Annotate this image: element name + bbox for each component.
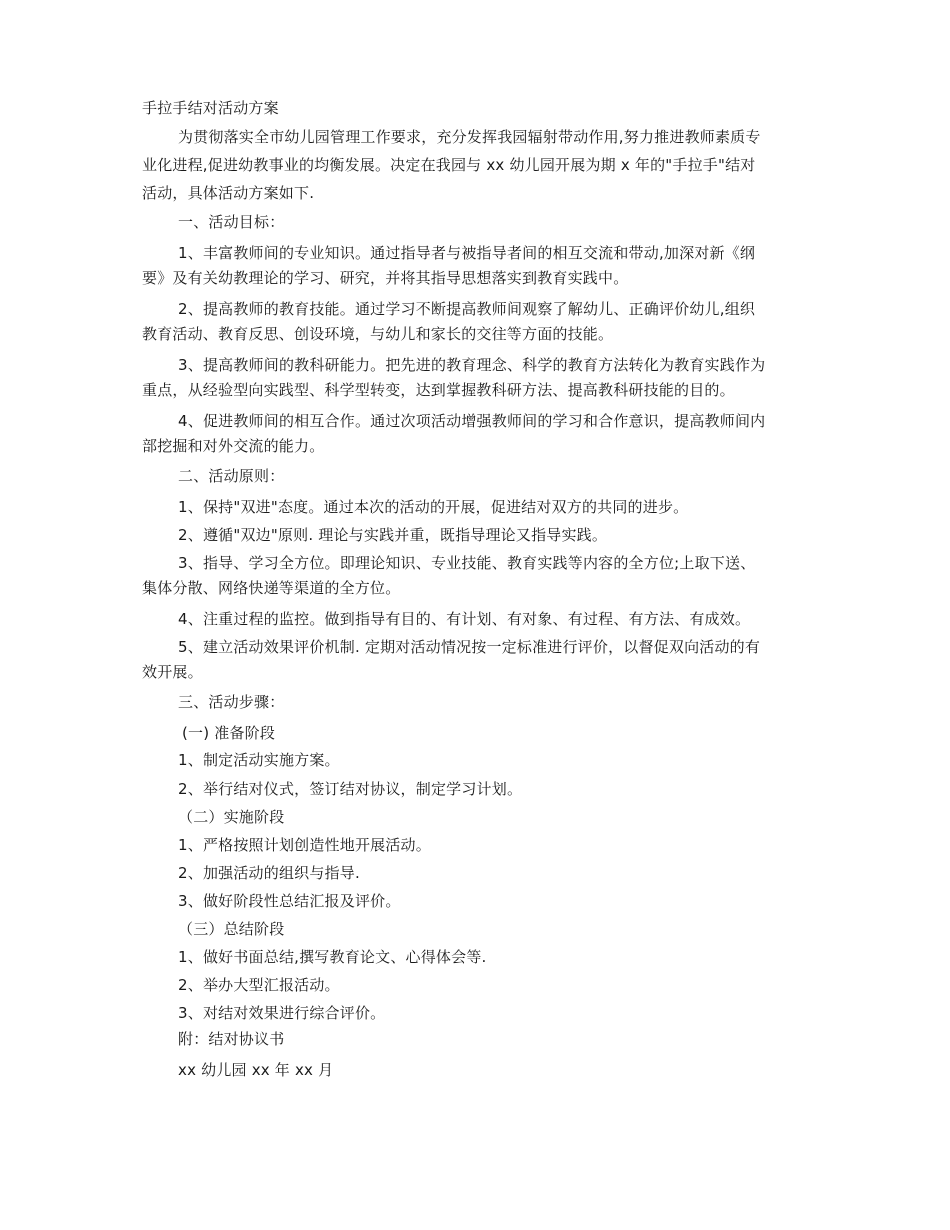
paragraph-line: 2、提高教师的教育技能。通过学习不断提高教师间观察了解幼儿、正确评价幼儿,组织 bbox=[178, 300, 756, 318]
list-item: 2、举行结对仪式，签订结对协议，制定学习计划。 bbox=[178, 780, 523, 798]
subsection-heading: （二）实施阶段 bbox=[178, 808, 285, 826]
paragraph-line: 4、促进教师间的相互合作。通过次项活动增强教师间的学习和合作意识，提高教师间内 bbox=[178, 412, 766, 430]
paragraph-line: 重点，从经验型向实践型、科学型转变，达到掌握教科研方法、提高教科研技能的目的。 bbox=[142, 381, 735, 399]
list-item: 3、做好阶段性总结汇报及评价。 bbox=[178, 892, 401, 910]
paragraph-line: 1、丰富教师间的专业知识。通过指导者与被指导者间的相互交流和带动,加深对新《纲 bbox=[178, 244, 756, 262]
appendix-label: 附：结对协议书 bbox=[178, 1030, 285, 1048]
list-item: 2、加强活动的组织与指导. bbox=[178, 864, 360, 882]
signature-date: xx 幼儿园 xx 年 xx 月 bbox=[178, 1061, 334, 1079]
list-item: 3、对结对效果进行综合评价。 bbox=[178, 1004, 386, 1022]
paragraph-line: 3、指导、学习全方位。即理论知识、专业技能、教育实践等内容的全方位;上取下送、 bbox=[178, 554, 756, 572]
paragraph-line: 教育活动、教育反思、创设环境，与幼儿和家长的交往等方面的技能。 bbox=[142, 325, 614, 343]
section-heading: 三、活动步骤： bbox=[178, 693, 285, 711]
list-item: 1、做好书面总结,撰写教育论文、心得体会等. bbox=[178, 948, 487, 966]
list-item: 2、举办大型汇报活动。 bbox=[178, 976, 340, 994]
subsection-heading: （三）总结阶段 bbox=[178, 920, 285, 938]
paragraph-line: 部挖掘和对外交流的能力。 bbox=[142, 437, 325, 455]
paragraph-line: 业化进程,促进幼教事业的均衡发展。决定在我园与 xx 幼儿园开展为期 x 年的"手拉手"结对 bbox=[142, 156, 756, 174]
paragraph-line: 4、注重过程的监控。做到指导有目的、有计划、有对象、有过程、有方法、有成效。 bbox=[178, 610, 751, 628]
list-item: 1、制定活动实施方案。 bbox=[178, 751, 340, 769]
list-item: 1、严格按照计划创造性地开展活动。 bbox=[178, 836, 431, 854]
paragraph-line: 活动，具体活动方案如下. bbox=[142, 184, 315, 202]
paragraph-line: 效开展。 bbox=[142, 663, 203, 681]
paragraph-line: 3、提高教师间的教科研能力。把先进的教育理念、科学的教育方法转化为教育实践作为 bbox=[178, 356, 766, 374]
paragraph-line: 1、保持"双进"态度。通过本次的活动的开展，促进结对双方的共同的进步。 bbox=[178, 498, 689, 516]
paragraph-line: 2、遵循"双边"原则. 理论与实践并重，既指导理论又指导实践。 bbox=[178, 526, 608, 544]
paragraph-line: 要》及有关幼教理论的学习、研究，并将其指导思想落实到教育实践中。 bbox=[142, 269, 629, 287]
subsection-heading: (一) 准备阶段 bbox=[182, 724, 276, 742]
section-heading: 二、活动原则： bbox=[178, 467, 285, 485]
paragraph-line: 5、建立活动效果评价机制. 定期对活动情况按一定标准进行评价，以督促双向活动的有 bbox=[178, 638, 761, 656]
section-heading: 一、活动目标： bbox=[178, 213, 285, 231]
paragraph-line: 集体分散、网络快递等渠道的全方位。 bbox=[142, 579, 401, 597]
document-title: 手拉手结对活动方案 bbox=[142, 99, 279, 117]
paragraph-line: 为贯彻落实全市幼儿园管理工作要求，充分发挥我园辐射带动作用,努力推进教师素质专 bbox=[178, 128, 761, 146]
